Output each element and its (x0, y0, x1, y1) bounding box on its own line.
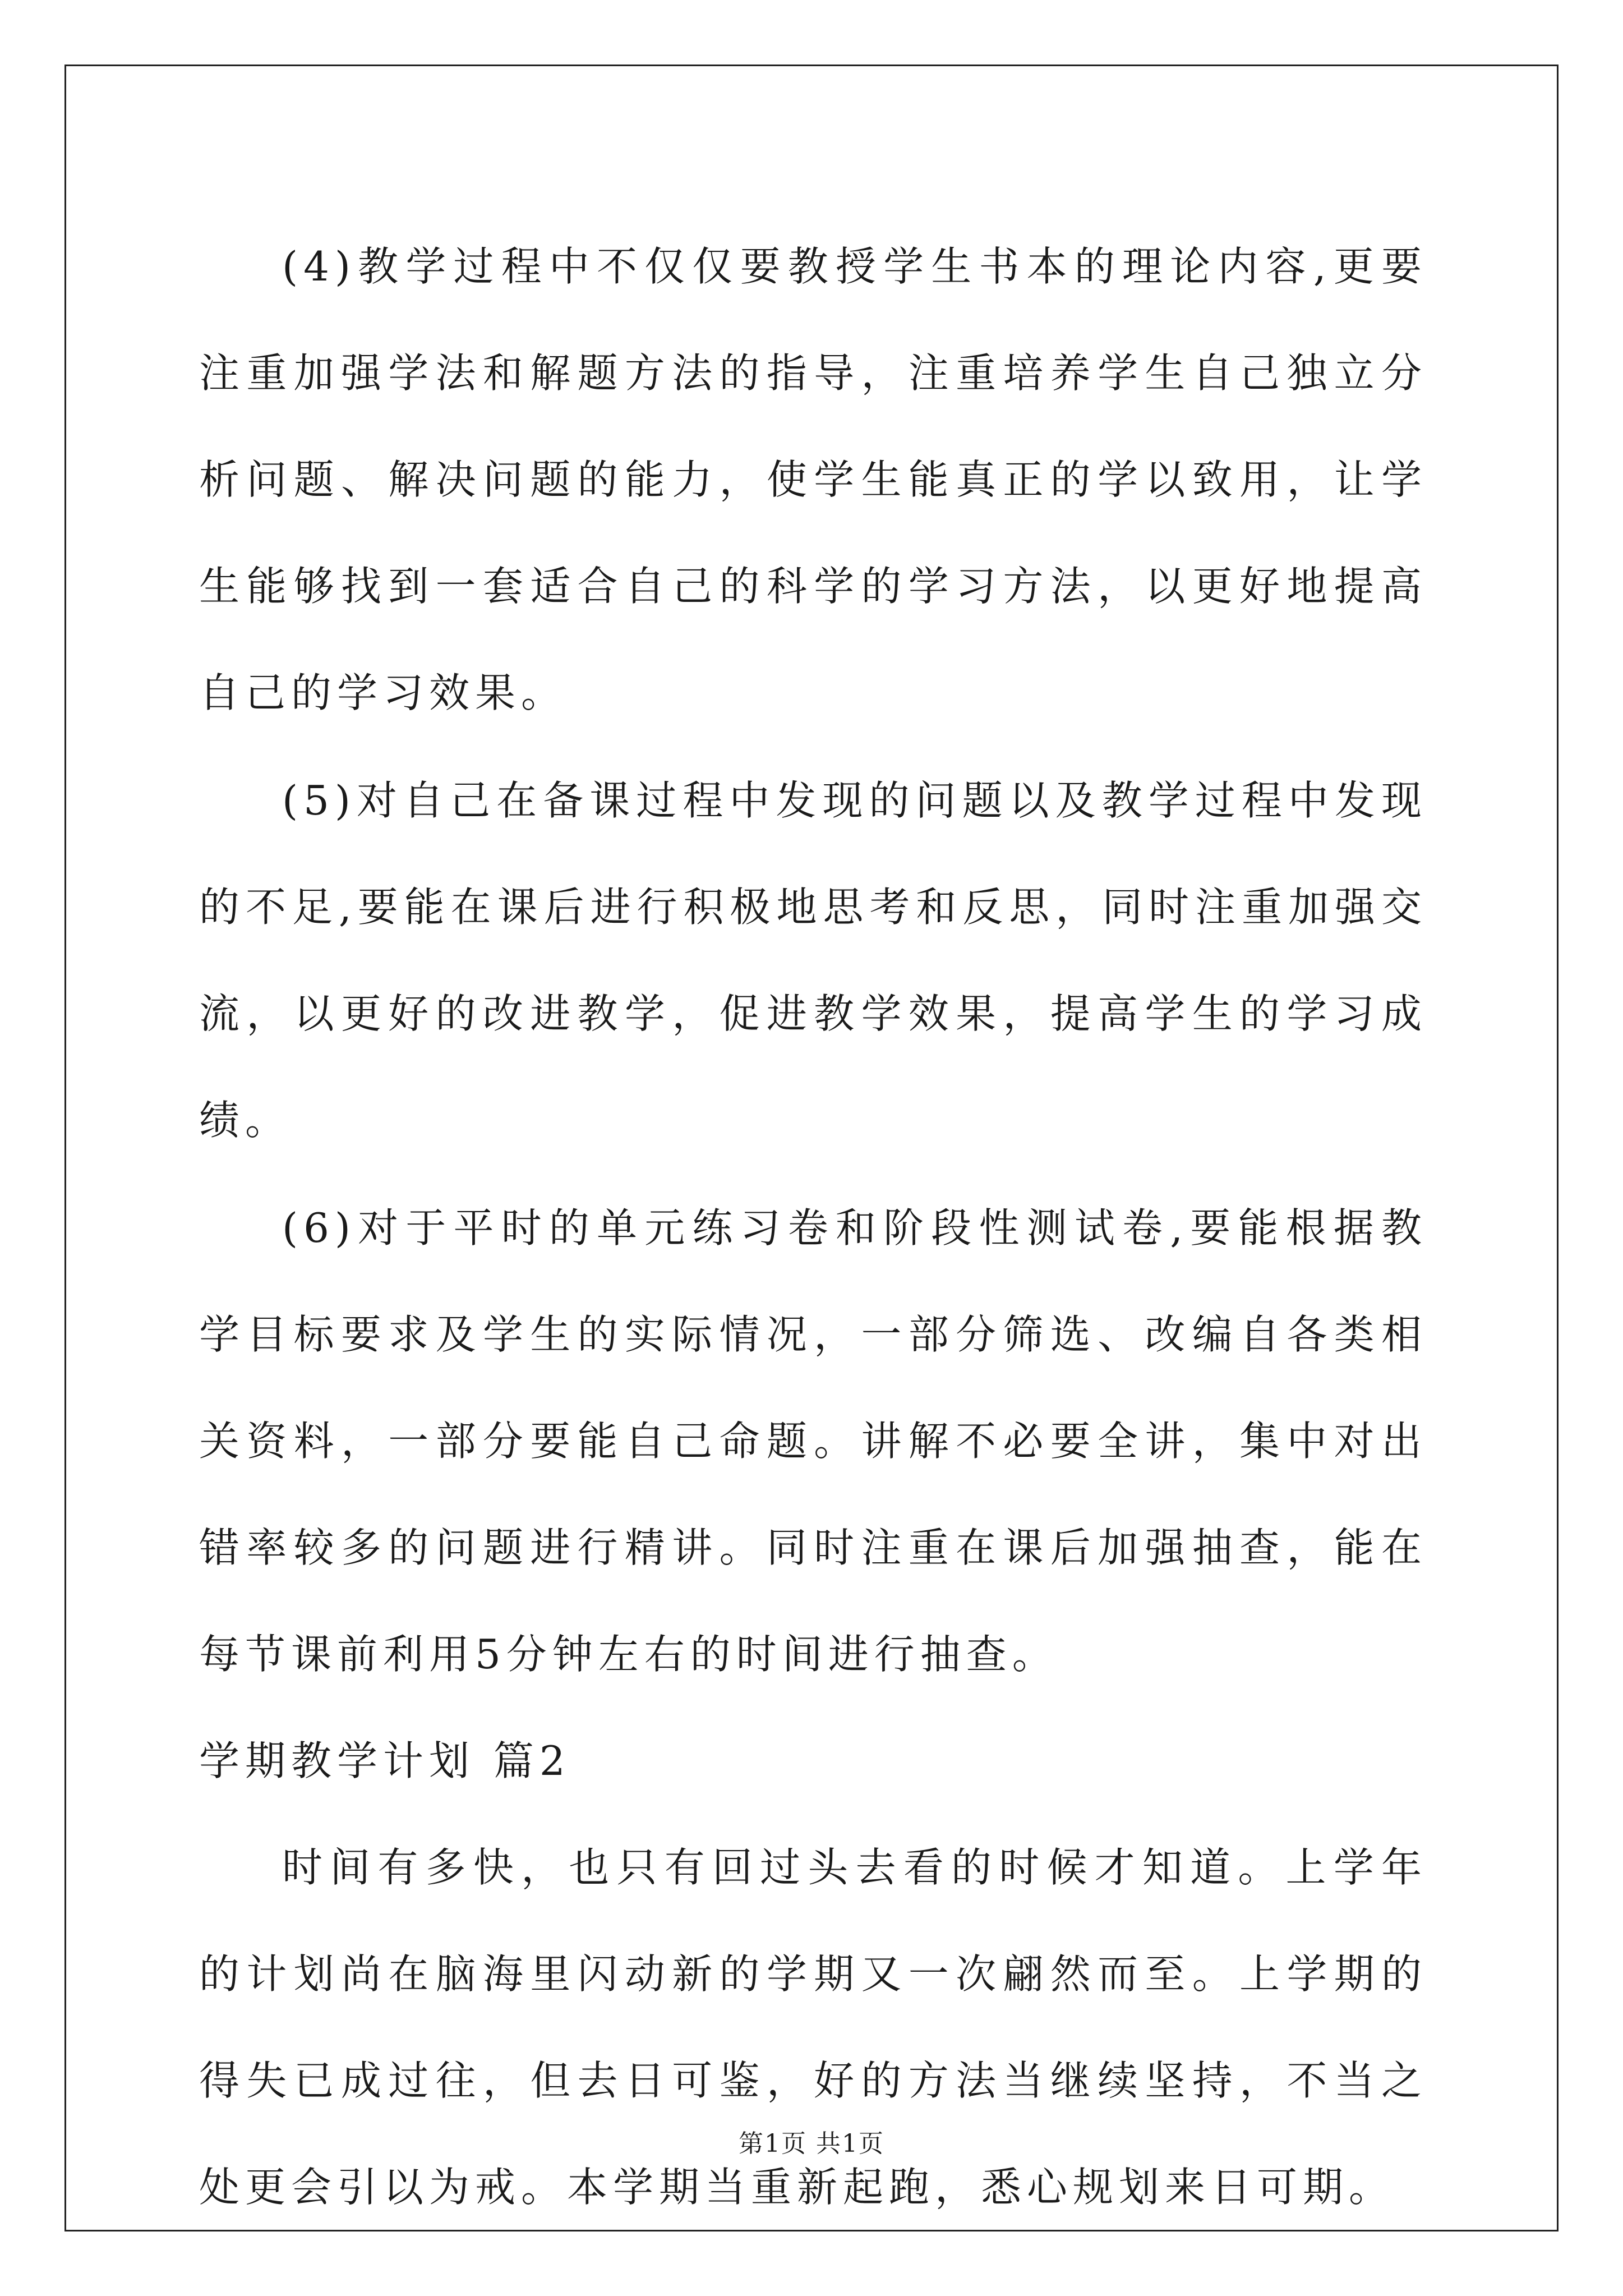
paragraph-4: (4)教学过程中不仅仅要教授学生书本的理论内容,更要注重加强学法和解题方法的指导，注重培养学生自己独立分析问题、解决问题的能力，使学生能真正的学以致用，让学生能够找到一套适合自己的科学的学习方法，以更好地提高自己的学习效果。 (199, 243, 1427, 716)
paragraph-6: (6)对于平时的单元练习卷和阶段性测试卷,要能根据教学目标要求及学生的实际情况，一部分筛选、改编自各类相关资料，一部分要能自己命题。讲解不必要全讲，集中对出错率较多的问题进行精讲。同时注重在课后加强抽查，能在每节课前利用5分钟左右的时间进行抽查。 (199, 1204, 1427, 1678)
document-body (199, 213, 1427, 2240)
section-heading: 学期教学计划 篇2 (199, 1737, 571, 1784)
paragraph-5: (5)对自己在备课过程中发现的问题以及教学过程中发现的不足,要能在课后进行积极地思考和反思，同时注重加强交流，以更好的改进教学，促进教学效果，提高学生的学习成绩。 (199, 777, 1427, 1144)
page-footer: 第1页 共1页 (739, 2129, 884, 2158)
section-paragraph: 时间有多快，也只有回过头去看的时候才知道。上学年的计划尚在脑海里闪动新的学期又一次翩然而至。上学期的得失已成过往，但去日可鉴，好的方法当继续坚持，不当之处更会引以为戒。本学期当重新起跑，悉心规划来日可期。 (199, 1844, 1427, 2211)
